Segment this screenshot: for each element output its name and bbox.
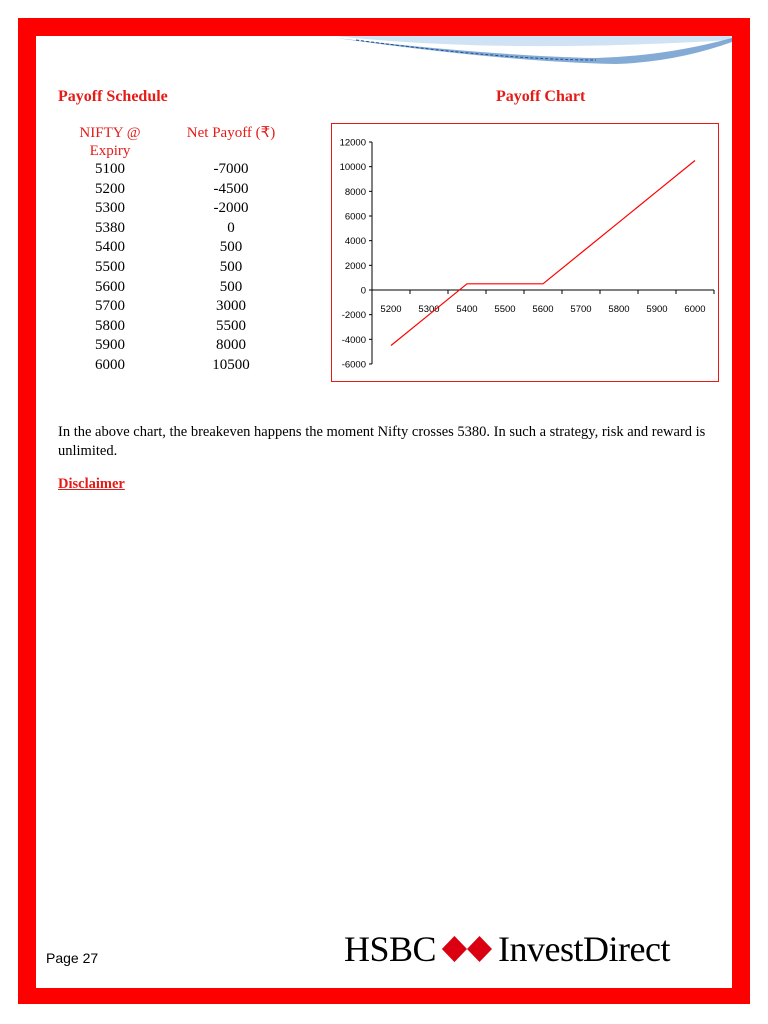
y-tick-label: 12000 [339,137,366,149]
logo-right-text: InvestDirect [498,929,670,969]
page-content [36,36,732,988]
table-row [64,238,306,258]
payoff-cell: 0 [227,219,235,236]
y-tick-label: 8000 [344,186,366,198]
nifty-cell: 5900 [95,337,125,354]
nifty-cell: 5500 [95,258,125,275]
nifty-cell: 5600 [95,278,125,295]
nifty-cell: 6000 [95,356,125,373]
payoff-cell: -7000 [213,161,249,177]
payoff-cell: -4500 [213,180,249,197]
table-row [64,336,306,356]
y-tick-label: -4000 [341,334,366,346]
payoff-cell: 8000 [216,337,246,354]
nifty-cell: 5400 [95,239,125,256]
payoff-schedule-title: Payoff Schedule [58,88,168,105]
payoff-cell: 3000 [216,298,246,315]
y-tick-label: 4000 [344,236,366,248]
y-tick-label: 6000 [344,211,366,223]
payoff-cell: 500 [219,239,243,256]
payoff-series-line [391,161,695,346]
payoff-schedule-table [64,124,306,376]
table-row [64,258,306,278]
payoff-chart-svg [332,124,718,381]
nifty-cell: 5380 [95,219,125,236]
table-row [64,317,306,337]
payoff-cell: 5500 [216,317,246,334]
header-nifty-expiry: NIFTY @ Expiry [79,125,141,159]
x-tick-label: 5400 [456,304,478,315]
page-number: Page 27 [46,950,99,966]
payoff-cell: 500 [219,258,243,275]
table-row [64,180,306,200]
table-row [64,297,306,317]
explanation-paragraph: In the above chart, the breakeven happens the moment Nifty crosses 5380. In such a strategy, risk and reward is unlimited. [58,424,706,459]
x-tick-label: 5500 [494,304,516,315]
payoff-cell: 10500 [212,356,250,373]
y-tick-label: -6000 [341,359,366,371]
payoff-chart-title: Payoff Chart [496,88,586,105]
table-row [64,278,306,298]
x-tick-label: 5800 [608,304,630,315]
payoff-chart [331,123,719,382]
x-tick-label: 5700 [570,304,592,315]
x-tick-label: 5300 [418,304,440,315]
disclaimer-link[interactable]: Disclaimer [58,476,125,492]
header-net-payoff: Net Payoff (₹) [186,125,276,141]
payoff-cell: 500 [219,278,243,295]
table-row [64,199,306,219]
table-row [64,356,306,376]
table-row [64,160,306,180]
payoff-cell: -2000 [213,200,249,217]
logo-left-text: HSBC [344,929,437,969]
hsbc-hexagon-icon [442,936,492,962]
header-swoosh [36,36,732,76]
nifty-cell: 5800 [95,317,125,334]
y-tick-label: 10000 [339,162,366,174]
hsbc-investdirect-logo [344,929,670,969]
nifty-cell: 5100 [95,161,125,177]
x-tick-label: 5600 [532,304,554,315]
y-tick-label: -2000 [341,310,366,322]
y-tick-label: 0 [360,285,366,297]
x-tick-label: 5900 [646,304,668,315]
x-tick-label: 6000 [684,304,706,315]
nifty-cell: 5700 [95,298,125,315]
nifty-cell: 5200 [95,180,125,197]
table-row [64,219,306,239]
x-tick-label: 5200 [380,304,402,315]
y-tick-label: 2000 [344,260,366,272]
nifty-cell: 5300 [95,200,125,217]
